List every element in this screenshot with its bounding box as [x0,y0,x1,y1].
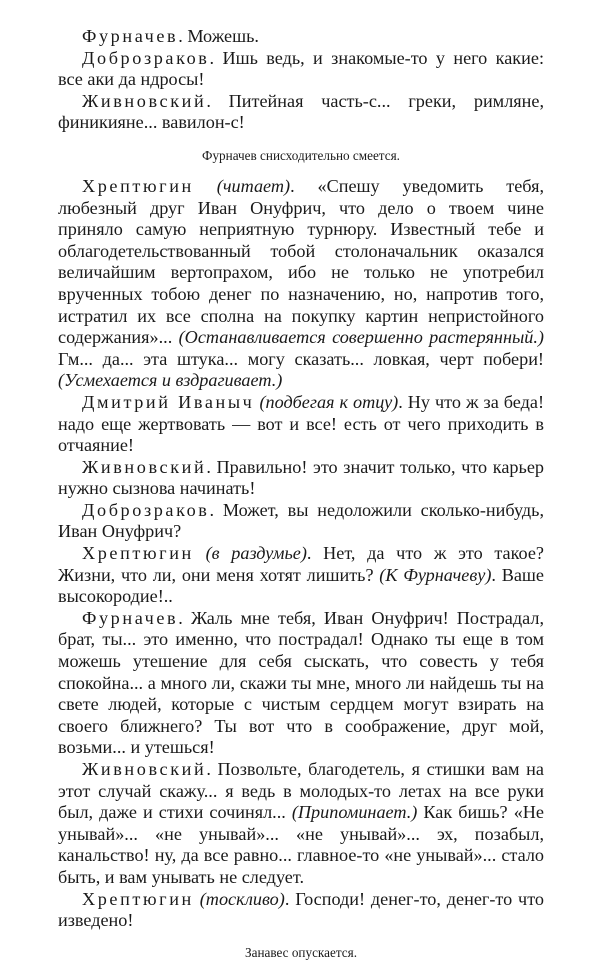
speech-text: . Может, вы недоложили сколько-нибудь, Иван Онуфрич? [58,499,544,542]
stage-direction: Фурначев снисходительно смеется. [202,147,400,163]
speech [58,500,544,543]
stage-remark: (подбегая к отцу) [259,391,399,412]
speech-text: . Ваше высокородие!.. [58,564,545,607]
speech-text: . Ну что ж за беда! надо еще жертвовать — вот и все! есть от чего приходить в отчаяние! [58,391,545,456]
speech-text: . Можешь. [178,26,259,46]
stage-remark: (тоскливо) [199,888,285,909]
speaker-name: Хрептюгин [82,175,194,196]
speaker-name: Живновский [82,456,207,477]
speaker-name: Фурначев [82,26,179,46]
speaker-name: Хрептюгин [82,543,194,564]
speech-text: . Нет, да что ж это такое? Жизни, что ли, они меня хотят лишить? [58,543,544,585]
speech-text: . Ишь ведь, и знакомые-то у него какие: все аки да ндросы! [58,47,544,90]
dialogue-block-top [58,26,544,134]
speech-text: . Правильно! это значит только, что карьер нужно сызнова начинать! [58,456,544,499]
speech [58,392,544,457]
speech-text: Гм... да... эта штука... могу сказать... ловкая, черт побери! [58,348,544,369]
speaker-name: Доброзраков [82,499,210,520]
speech-text [194,176,217,196]
speaker-name: Живновский [82,759,207,779]
speech [58,26,544,48]
curtain-note: Занавес опускается. [244,944,357,960]
speech-text [194,543,206,563]
text-column [58,26,544,973]
stage-remark: (Припоминает.) [291,802,418,823]
speech-text: Как бишь? «Не унывай»... «не унывай»... «не унывай»... эх, позабыл, канальство! ну, да все равно... главное-то «не унывай»... стало быть, и вам унывать не следует. [58,802,544,887]
stage-remark: (Останавливается совершенно растерянный.) [178,327,544,348]
speech [58,457,544,500]
speech [58,91,544,134]
speech [58,889,544,932]
speech-text: . «Спешу уведомить тебя, любезный друг Иван Онуфрич, что дело о твоем чине приняло самую неприятную турнюру. Известный тебе и облагодетельствованный тобой столоначальник оказался величайшим вертопрахом, ибо не только не употребил врученных тобою денег по назначению, но, напротив того, истратил их все сполна на покупку картин непристойного содержания»... [58,175,544,348]
speech-text: . Позвольте, благодетель, я стишки вам на этот случай скажу... я ведь в молодых-то летах на все руки был, даже и стихи сочинял... [58,759,544,823]
speech [58,608,544,759]
speech [58,759,544,889]
speech [58,48,544,91]
stage-remark: (читает) [216,175,291,196]
stage-remark: (в раздумье) [205,543,307,564]
speech-text: . Жаль мне тебя, Иван Онуфрич! Пострадал, брат, ты... это именно, что пострадал! Однако ты еще в том можешь утешение для себя сыскать, что совесть у тебя спокойна... а много ли, скажи ты мне, много ли найдешь ты на свете людей, которые с чистым сердцем могут взирать на своего ближнего? Ты вот что в соображение, друг мой, возьми... и утешься! [58,607,544,758]
speech [58,176,544,392]
dialogue-block-main [58,176,544,932]
speaker-name: Дмитрий Иваныч [82,391,255,412]
speech [58,543,544,608]
speaker-name: Хрептюгин [82,888,194,909]
speaker-name: Фурначев [82,607,179,628]
stage-remark: (К Фурначеву) [379,564,492,585]
stage-remark: (Усмехается и вздрагивает.) [58,370,283,391]
speech-text: . Господи! денег-то, денег-то что изведено! [58,888,544,931]
speaker-name: Живновский [82,90,207,111]
speaker-name: Доброзраков [82,47,210,68]
speech-text: . Питейная часть-с... греки, римляне, финикияне... вавилон-с! [58,90,544,133]
